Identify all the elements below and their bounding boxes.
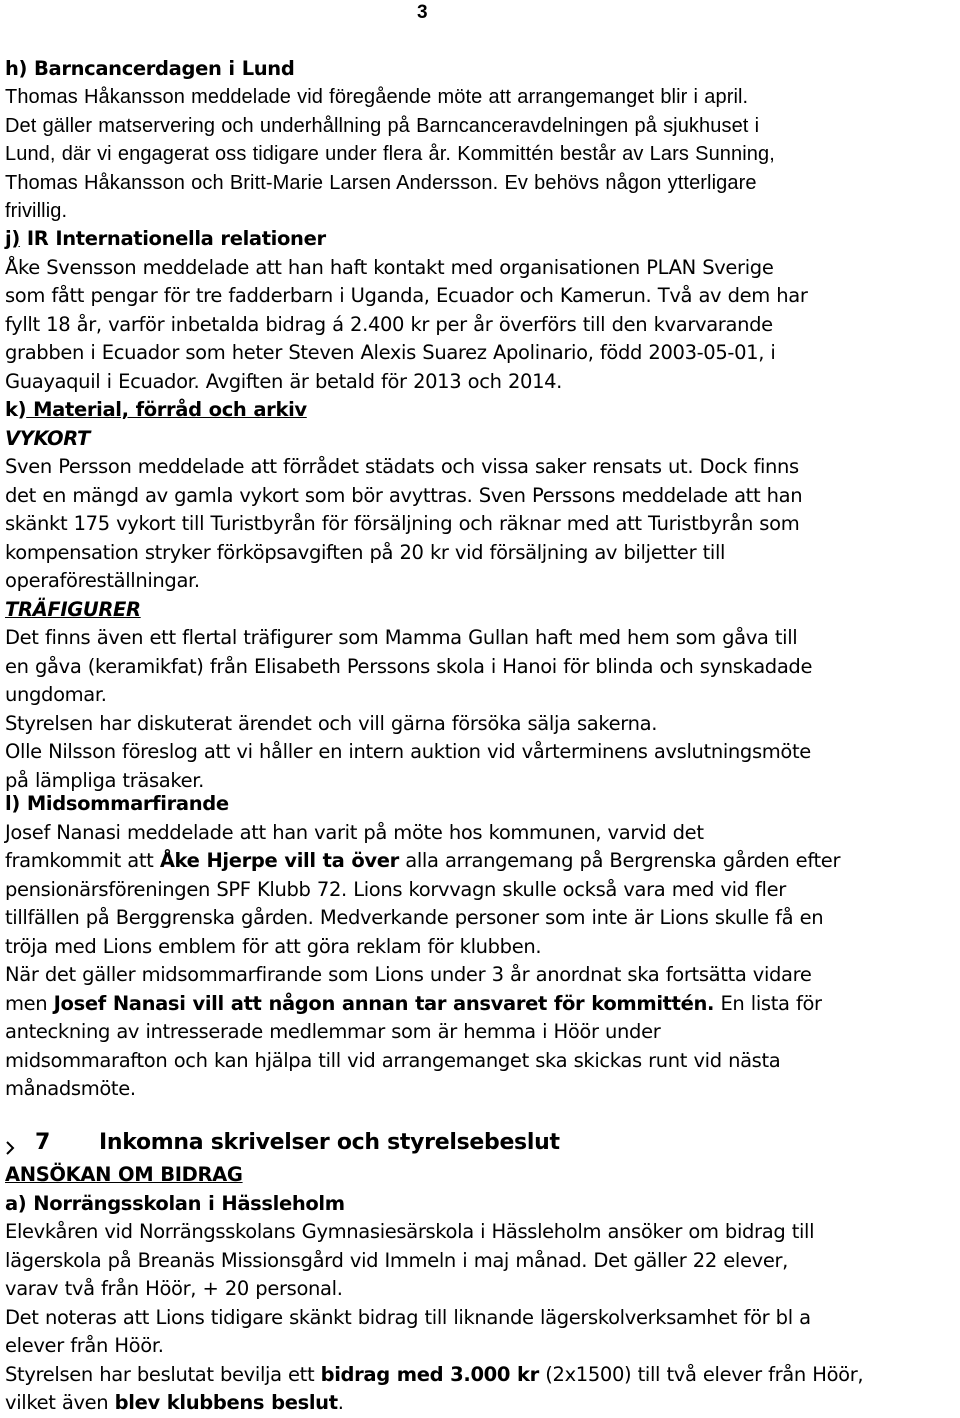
section-h-line: Thomas Håkansson och Britt-Marie Larsen Andersson. Ev behövs någon ytterligare (5, 171, 757, 194)
section-h-heading (5, 55, 955, 84)
section-l-line: framkommit att Åke Hjerpe vill ta över alla arrangemang på Bergrenska gården efter (5, 849, 841, 872)
section-7-line: Det noteras att Lions tidigare skänkt bidrag till liknande lägerskolverksamhet för bl a (5, 1305, 811, 1329)
section-k-sub-vykort: VYKORT (5, 426, 90, 450)
section-7-line: Elevkåren vid Norrängsskolans Gymnasiesärskola i Hässleholm ansöker om bidrag till (5, 1220, 815, 1243)
section-7-decision: Styrelsen har beslutat bevilja ett bidrag med 3.000 kr (2x1500) till två elever från Höör, (5, 1362, 864, 1386)
section-j-title: j) IR Internationella relationer (5, 227, 326, 250)
section-7-line: lägerskola på Breanäs Missionsgård vid Immeln i maj månad. Det gäller 22 elever, (5, 1248, 788, 1272)
section-7-title: Inkomna skrivelser och styrelsebeslut (99, 1130, 560, 1155)
section-l-line: men Josef Nanasi vill att någon annan tar ansvaret för kommittén. En lista för (5, 991, 822, 1015)
section-h-line: Lund, där vi engagerat oss tidigare under flera år. Kommittén består av Lars Sunning, (5, 143, 775, 165)
section-j-line: som fått pengar för tre fadderbarn i Uganda, Ecuador och Kamerun. Två av dem har (5, 284, 808, 307)
section-l-line: midsommarafton och kan hjälpa till vid arrangemanget ska skickas runt vid nästa (5, 1048, 781, 1072)
section-7-line: elever från Höör. (5, 1334, 164, 1357)
section-k-line: operaföreställningar. (5, 569, 200, 592)
section-l (5, 790, 955, 1104)
section-h-title: h) Barncancerdagen i Lund (5, 57, 295, 80)
section-j-line: Guayaquil i Ecuador. Avgiften är betald för 2013 och 2014. (5, 369, 563, 393)
section-7-heading (35, 1130, 560, 1155)
section-7-subheading: ANSÖKAN OM BIDRAG (5, 1163, 243, 1186)
section-7-line: varav två från Höör, + 20 personal. (5, 1277, 343, 1300)
section-j-line: Åke Svensson meddelade att han haft kontakt med organisationen PLAN Sverige (5, 255, 774, 279)
section-7-body (5, 1161, 955, 1418)
section-k-line: ungdomar. (5, 683, 107, 706)
page-number: 3 (417, 2, 428, 23)
section-7-number: 7 (35, 1130, 51, 1155)
section-l-title: l) Midsommarfirande (5, 792, 229, 815)
section-l-line: När det gäller midsommarfirande som Lions under 3 år anordnat ska fortsätta vidare (5, 963, 812, 986)
section-h-line: Det gäller matservering och underhållning på Barncanceravdelningen på sjukhuset i (5, 114, 760, 137)
arrow-bullet-icon (5, 1140, 15, 1156)
section-k-line: det en mängd av gamla vykort som bör avyttras. Sven Perssons meddelade att han (5, 483, 803, 507)
section-k-line: Olle Nilsson föreslog att vi håller en intern auktion vid vårterminens avslutningsmöte (5, 740, 811, 763)
section-7-item-heading: a) Norrängsskolan i Hässleholm (5, 1191, 345, 1215)
section-k-line: Det finns även ett flertal träfigurer som Mamma Gullan haft med hem som gåva till (5, 626, 798, 649)
section-j (5, 225, 955, 396)
section-k-line: Sven Persson meddelade att förrådet städats och vissa saker rensats ut. Dock finns (5, 455, 799, 478)
section-h-body (5, 83, 955, 226)
section-k-sub-trafigurer: TRÄFIGURER (5, 597, 141, 621)
section-l-line: månadsmöte. (5, 1077, 136, 1100)
section-k-line: kompensation stryker förköpsavgiften på 20 kr vid försäljning av biljetter till (5, 540, 726, 564)
section-j-line: grabben i Ecuador som heter Steven Alexis Suarez Apolinario, född 2003-05-01, i (5, 341, 776, 364)
section-k-title: k) Material, förråd och arkiv (5, 398, 307, 421)
section-h-line: Thomas Håkansson meddelade vid föregående möte att arrangemanget blir i april. (5, 86, 749, 108)
section-l-line: pensionärsföreningen SPF Klubb 72. Lions korvvagn skulle också vara med vid fler (5, 877, 786, 901)
section-h-line: frivillig. (5, 200, 68, 222)
section-k-line: på lämpliga träsaker. (5, 768, 205, 792)
section-7-decision: vilket även blev klubbens beslut. (5, 1391, 344, 1414)
section-l-line: anteckning av intresserade medlemmar som är hemma i Höör under (5, 1020, 661, 1043)
section-l-line: tröja med Lions emblem för att göra reklam för klubben. (5, 934, 542, 958)
section-l-line: tillfällen på Berggrenska gården. Medverkande personer som inte är Lions skulle få en (5, 906, 824, 929)
section-j-line: fyllt 18 år, varför inbetalda bidrag á 2.400 kr per år överförs till den kvarvarande (5, 312, 773, 336)
section-k (5, 396, 955, 795)
section-k-line: skänkt 175 vykort till Turistbyrån för försäljning och räknar med att Turistbyrån som (5, 512, 800, 535)
section-l-line: Josef Nanasi meddelade att han varit på möte hos kommunen, varvid det (5, 820, 704, 844)
section-k-line: en gåva (keramikfat) från Elisabeth Perssons skola i Hanoi för blinda och synskadade (5, 654, 813, 678)
section-k-line: Styrelsen har diskuterat ärendet och vill gärna försöka sälja sakerna. (5, 711, 658, 735)
